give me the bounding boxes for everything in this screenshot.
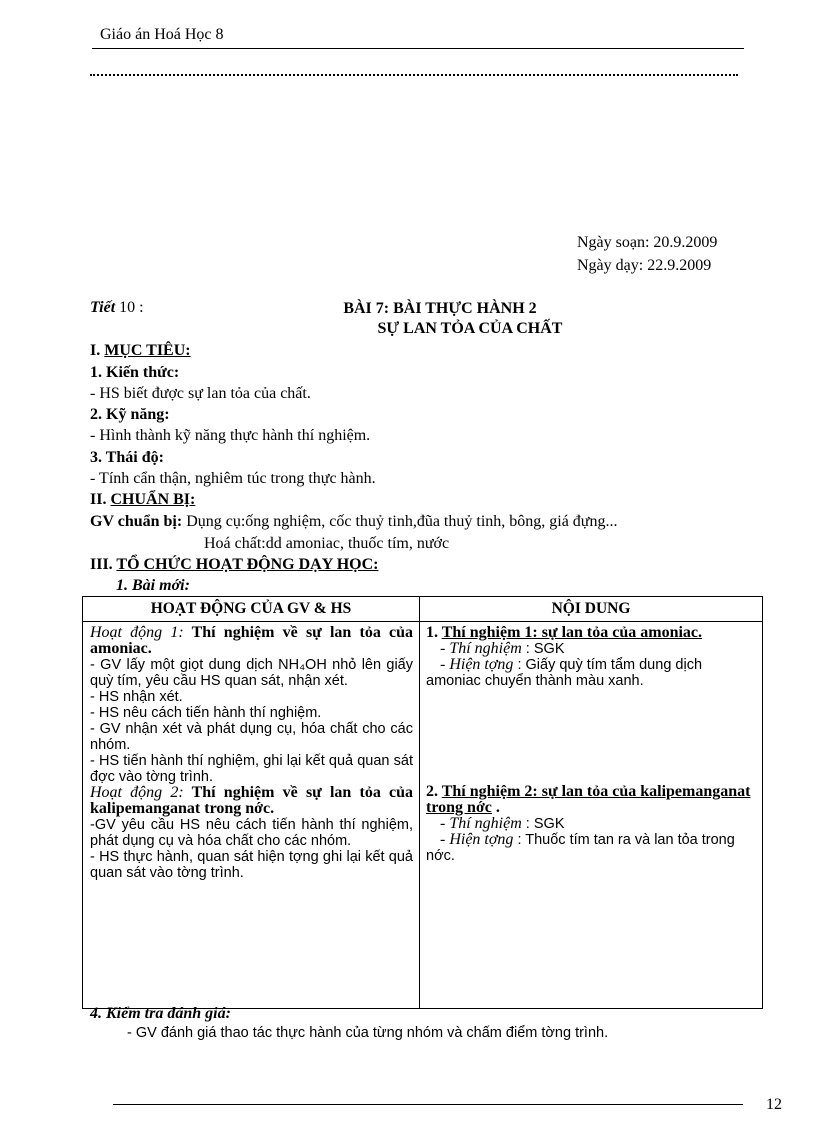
page-number: 12 — [766, 1096, 782, 1113]
table-header-row — [83, 597, 763, 622]
section-number: III. — [90, 556, 117, 573]
experiment-label: - Hiện tợng — [440, 656, 514, 673]
experiment-number: 2. — [426, 783, 442, 800]
heading-knowledge: 1. Kiến thức: — [90, 364, 180, 381]
section-heading: CHUẨN BỊ: — [110, 491, 196, 508]
content-cell — [420, 622, 763, 1009]
experiment-1-method — [426, 641, 756, 657]
experiment-text: : SGK — [521, 816, 565, 832]
text-attitude: - Tính cẩn thận, nghiêm túc trong thực hành. — [90, 470, 376, 487]
assessment-heading: 4. Kiểm tra đánh giá: — [90, 1005, 231, 1022]
header-rule — [92, 48, 744, 49]
experiment-label: - Thí nghiệm — [440, 640, 522, 657]
experiment-label: - Hiện tợng — [440, 831, 514, 848]
experiment-title: Thí nghiệm 2: sự lan tỏa của kalipemanganat trong nớc — [426, 783, 751, 816]
column-header-activities: HOẠT ĐỘNG CỦA GV & HS — [83, 597, 420, 622]
heading-skills: 2. Kỹ năng: — [90, 406, 170, 423]
activity-2-line: -GV yêu cầu HS nêu cách tiến hành thí nghiệm, phát dụng cụ và hóa chất cho các nhóm. — [90, 817, 413, 849]
chemicals-text: Hoá chất:dd amoniac, thuốc tím, nước — [204, 535, 450, 552]
activity-1-heading — [90, 625, 413, 657]
section-heading: MỤC TIÊU: — [104, 342, 191, 359]
section-preparation — [90, 491, 195, 509]
experiment-text: : Giấy quỳ tím tẩm dung dịch amoniac chuyển thành màu xanh. — [426, 657, 703, 689]
section-number: II. — [90, 491, 111, 508]
activity-label: Hoạt động 1: — [90, 624, 184, 641]
section-objectives — [90, 342, 191, 360]
lesson-period-value: 10 : — [115, 299, 144, 316]
teacher-prep — [90, 513, 617, 531]
text-skills: - Hình thành kỹ năng thực hành thí nghiệm. — [90, 427, 371, 444]
activity-label: Hoạt động 2: — [90, 784, 184, 801]
experiment-number: 1. — [426, 624, 442, 641]
activity-1-line: - GV lấy một giọt dung dịch NH₄OH nhỏ lên giấy quỳ tím, yêu cầu HS quan sát, nhận xét. — [90, 657, 413, 689]
activity-2-heading — [90, 785, 413, 817]
activities-table — [82, 596, 763, 1009]
experiment-title-tail: . — [491, 799, 500, 816]
running-header: Giáo án Hoá Học 8 — [100, 26, 224, 43]
experiment-2-method — [426, 816, 756, 832]
spacer — [426, 689, 756, 784]
new-lesson-heading: 1. Bài mới: — [116, 577, 190, 594]
experiment-1-heading — [426, 625, 756, 641]
section-activities — [90, 556, 378, 574]
experiment-2-heading — [426, 784, 756, 816]
dotted-divider — [90, 74, 738, 76]
activity-1-line: - HS tiến hành thí nghiệm, ghi lại kết quả quan sát đợc vào tờng trình. — [90, 753, 413, 785]
experiment-title: Thí nghiệm 1: sự lan tỏa của amoniac. — [441, 624, 703, 641]
section-heading: TỔ CHỨC HOẠT ĐỘNG DẠY HỌC: — [116, 556, 379, 573]
experiment-2-phenomenon — [426, 832, 756, 864]
experiment-1-phenomenon — [426, 657, 756, 689]
date-taught: Ngày dạy: 22.9.2009 — [577, 257, 712, 274]
lesson-subtitle: SỰ LAN TỎA CỦA CHẤT — [377, 320, 563, 337]
activities-cell — [83, 622, 420, 1009]
activity-title: Thí nghiệm về sự lan tỏa của kalipemanganat trong nớc. — [90, 784, 414, 817]
heading-attitude: 3. Thái độ: — [90, 449, 164, 466]
lesson-period — [90, 299, 144, 317]
column-header-content: NỘI DUNG — [420, 597, 763, 622]
activity-1-line: - HS nêu cách tiến hành thí nghiệm. — [90, 705, 322, 721]
lesson-title: BÀI 7: BÀI THỰC HÀNH 2 — [343, 300, 537, 317]
table-row — [83, 622, 763, 1009]
teacher-prep-label: GV chuẩn bị: — [90, 513, 183, 530]
text-knowledge: - HS biết được sự lan tỏa của chất. — [90, 385, 311, 402]
activity-2-line: - HS thực hành, quan sát hiện tợng ghi lại kết quả quan sát vào tờng trình. — [90, 849, 413, 881]
activity-1-line: - HS nhận xét. — [90, 689, 183, 705]
activity-1-line: - GV nhận xét và phát dụng cụ, hóa chất cho các nhóm. — [90, 721, 413, 753]
section-number: I. — [90, 342, 105, 359]
date-prepared: Ngày soạn: 20.9.2009 — [577, 234, 718, 251]
experiment-text: : SGK — [521, 641, 565, 657]
experiment-text: : Thuốc tím tan ra và lan tỏa trong nớc. — [426, 832, 735, 864]
footer-rule — [113, 1104, 743, 1105]
assessment-text: - GV đánh giá thao tác thực hành của từng nhóm và chấm điểm tờng trình. — [127, 1025, 609, 1041]
teacher-prep-text: Dụng cụ:ống nghiệm, cốc thuỷ tinh,đũa thuỷ tinh, bông, giá đựng... — [182, 513, 618, 530]
lesson-period-label: Tiết — [90, 299, 116, 316]
activity-title: Thí nghiệm về sự lan tỏa của amoniac. — [90, 624, 414, 657]
experiment-label: - Thí nghiệm — [440, 815, 522, 832]
